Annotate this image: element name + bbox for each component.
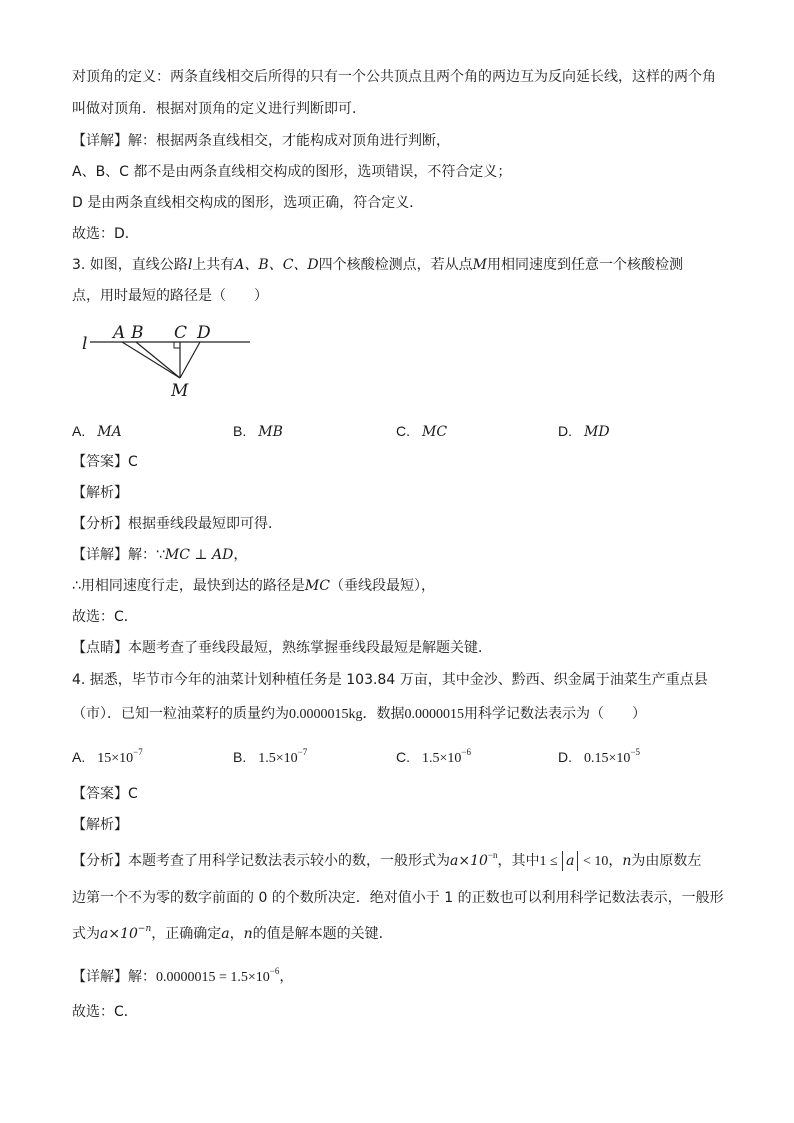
math-points: A、B、C、D (234, 257, 319, 273)
math-n: n (622, 853, 632, 869)
text-span: ，正确确定 (151, 926, 222, 942)
option-label: B. (233, 423, 247, 439)
analysis-line-3 (72, 924, 393, 944)
answer-line: 【答案】C (72, 454, 138, 470)
text-span: 用科学记数法表示为（ ） (464, 706, 646, 722)
question-3-line-2: 点，用时最短的路径是（ ） (72, 288, 268, 304)
option-a[interactable] (72, 421, 122, 442)
analysis-heading: 【解析】 (72, 817, 128, 833)
option-value: 0.15×10 (584, 751, 631, 766)
segment-md (180, 342, 200, 378)
text-span: ， (233, 547, 248, 563)
text-span: ， (279, 969, 294, 985)
math-perpendicular: MC ⊥ AD (164, 547, 234, 563)
option-c[interactable] (396, 421, 447, 442)
text-span: 3. 如图，直线公路 (72, 257, 188, 273)
math-cond-right: < 10 (582, 854, 609, 869)
analysis-line-2: 边第一个不为零的数字前面的 0 的个数所决定．绝对值小于 1 的正数也可以利用科学记数法表示，一般形 (72, 890, 724, 906)
question-4-line-1: 4. 据悉，毕节市今年的油菜计划种植任务是 103.84 万亩，其中金沙、黔西、织金属于油菜生产重点县 (72, 672, 708, 688)
analysis-line-1 (72, 851, 701, 872)
label-b: B (131, 323, 144, 343)
option-b[interactable] (233, 747, 307, 769)
option-exponent: −7 (297, 747, 308, 757)
label-a: A (113, 323, 126, 343)
option-d[interactable] (558, 747, 640, 769)
label-c: C (174, 323, 188, 343)
option-value: MB (258, 424, 283, 440)
math-form (450, 850, 498, 869)
answer-line: 【答案】C (72, 786, 138, 802)
option-value: 15×10 (97, 751, 134, 766)
text-span: ，其中 (497, 853, 540, 869)
option-value: 1.5×10 (422, 751, 462, 766)
segment-mb (136, 342, 180, 378)
option-d[interactable] (558, 421, 610, 442)
text-span: 【详解】解： (72, 969, 156, 985)
math-mass: 0.0000015kg (289, 707, 363, 722)
math-form-exp: −n (137, 924, 152, 934)
text-span: ．数据 (362, 706, 405, 722)
question-3-line-1 (72, 255, 683, 275)
math-form-base: a×10 (100, 926, 138, 942)
detail-line (72, 967, 293, 988)
option-label: B. (233, 749, 247, 765)
option-label: C. (396, 423, 410, 439)
option-value: 1.5×10 (258, 751, 298, 766)
text-span: 【分析】本题考查了用科学记数法表示较小的数，一般形式为 (72, 853, 450, 869)
option-label: D. (558, 749, 572, 765)
option-label: A. (72, 423, 86, 439)
option-c[interactable] (396, 747, 471, 769)
geometry-figure (78, 318, 268, 404)
math-m: M (472, 257, 487, 273)
option-value: MD (584, 424, 610, 440)
text-line: A、B、C 都不是由两条直线相交构成的图形，选项错误，不符合定义； (72, 164, 512, 180)
answer-line: 故选：D． (72, 226, 139, 242)
detail-line: 【详解】解：根据两条直线相交，才能构成对顶角进行判断， (72, 133, 450, 149)
option-a[interactable] (72, 747, 143, 769)
text-span: ， (608, 853, 623, 869)
label-d: D (197, 323, 211, 343)
option-value: MA (97, 424, 122, 440)
comment-line: 【点睛】本题考查了垂线段最短，熟练掌握垂线段最短是解题关键． (72, 640, 492, 656)
text-line (72, 576, 435, 596)
text-span: 上共有 (192, 257, 235, 273)
text-span: 四个核酸检测点，若从点 (318, 257, 473, 273)
option-exponent: −7 (133, 747, 143, 757)
math-abs-a: a (562, 851, 578, 871)
answer-line: 故选：C． (72, 1004, 138, 1020)
text-span: 式为 (72, 926, 100, 942)
text-span: 用相同速度到任意一个核酸检测 (486, 257, 683, 273)
math-exponent: −6 (269, 966, 280, 976)
text-line: 叫做对顶角．根据对顶角的定义进行判断即可． (72, 101, 366, 117)
answer-line: 故选：C． (72, 609, 138, 625)
math-form-exp: −n (487, 850, 498, 860)
text-span: （垂线段最短）， (329, 578, 435, 594)
detail-line (72, 545, 247, 565)
question-4-line-2 (72, 704, 646, 725)
segment-ma (122, 342, 180, 378)
option-label: C. (396, 749, 410, 765)
math-mc: MC (304, 578, 330, 594)
text-span: ∴用相同速度行走，最快到达的路径是 (72, 578, 305, 594)
analysis-heading: 【解析】 (72, 485, 128, 501)
text-span: 【详解】解：∵ (72, 547, 165, 563)
math-number: 0.0000015 (404, 707, 464, 722)
math-form-base: a×10 (450, 853, 488, 869)
option-exponent: −6 (461, 747, 471, 757)
text-span: （市）．已知一粒油菜籽的质量约为 (72, 706, 289, 722)
label-m: M (171, 381, 189, 401)
math-a: a (221, 926, 230, 942)
math-cond-left: 1 ≤ (539, 854, 558, 869)
analysis-line: 【分析】根据垂线段最短即可得． (72, 516, 282, 532)
option-label: A. (72, 749, 86, 765)
text-span: 的值是解本题的关键． (252, 926, 393, 942)
option-exponent: −5 (630, 747, 640, 757)
math-n: n (243, 926, 253, 942)
math-equation: 0.0000015 = 1.5×10 (156, 970, 270, 985)
text-line: D 是由两条直线相交构成的图形，选项正确，符合定义． (72, 195, 424, 211)
text-span: 为由原数左 (631, 853, 702, 869)
option-label: D. (558, 423, 572, 439)
option-b[interactable] (233, 421, 283, 442)
math-l: l (187, 257, 193, 273)
text-span: ， (229, 926, 244, 942)
label-l: l (82, 334, 88, 354)
option-value: MC (422, 424, 448, 440)
text-line: 对顶角的定义：两条直线相交后所得的只有一个公共顶点且两个角的两边互为反向延长线，这样的两个角 (72, 69, 716, 85)
